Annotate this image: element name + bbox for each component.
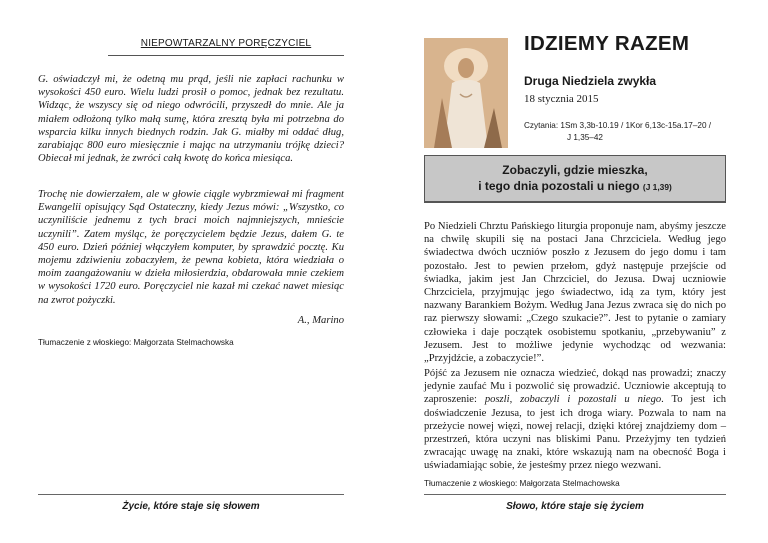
gospel-quote-text: i tego dnia pozostali u niego — [478, 179, 640, 193]
left-footer: Życie, które staje się słowem — [122, 501, 260, 512]
footer-divider-right — [424, 494, 726, 495]
readings-line-2: J 1,35–42 — [567, 133, 603, 142]
story-signature: A., Marino — [297, 315, 344, 326]
right-page — [384, 0, 768, 543]
header-divider — [108, 55, 344, 56]
reflection-paragraph-1: Po Niedzieli Chrztu Pańskiego liturgia proponuje nam, abyśmy jeszcze na chwilę skupili się na postaci Jana Chrzciciela. Według jego świadectwa dwóch uczniów poszło z Jezusem do jego domu i tam pozostało. Jest to pewien przełom, gdyż następuje przejście od świadka, jakim jest Jan Chrzciciel, do Jezusa. Dwaj uczniowie Chrzciciela, przyjmując jego świadectwo, idą za tym, który jest nazwany Barankiem Bożym. Według Jana Jezus zwraca się do nich po raz pierwszy słowami: „Czego szukacie?”. Jest to pytanie o zamiary człowieka i daje początek osobistemu spotkaniu, „przebywaniu” z Jezusem. Jest to możliwe jedynie wychodząc od wezwania: „Przyjdźcie, a zobaczycie!”. — [424, 221, 726, 365]
publication-title: IDZIEMY RAZEM — [524, 32, 690, 55]
footer-divider-left — [38, 494, 344, 495]
story-paragraph-1: G. oświadczył mi, że odetną mu prąd, jeśli nie zapłaci rachunku w wysokości 450 euro. Wielu ludzi prosił o pomoc, jednak bez rezultatu. Widząc, że wszyscy się od niego odwrócili, przyszedł do mnie. Ale ja miałem odłożoną tylko małą sumę, która zresztą była mi potrzebna do wsparcia kilku innych biednych rodzin. Jak G. miałby mi oddać dług, zarabiając 800 euro miesięcznie i mając na utrzymaniu trójkę dzieci? Obiecał mi jednak, że zwróci całą kwotę do końca miesiąca. — [38, 74, 344, 165]
story-paragraph-2: Trochę nie dowierzałem, ale w głowie ciągle wybrzmiewał mi fragment Ewangelii opisujący Sąd Ostateczny, kiedy Jezus mówi: „Wszystko, co uczyniliście jednemu z tych braci moich najmniejszych, mnieście uczynili”. Zatem myśląc, że poręczycielem będzie Jezus, dałem G. te 450 euro. Dzień później włączyłem komputer, by sprawdzić pocztę. Ku mojemu zdziwieniu zobaczyłem, że pewna kobieta, która wiedziała o moim zaangażowaniu w dzieła miłosierdzia, obdarowała mnie czekiem w wysokości 1720 euro. Poręczyciel nie kazał mi czekać nawet miesiąc na zwrot pożyczki. — [38, 189, 344, 306]
gospel-reference: (J 1,39) — [642, 182, 672, 192]
publication-date: 18 stycznia 2015 — [524, 93, 599, 105]
gospel-quote-line-2 — [425, 178, 725, 195]
translation-credit-left: Tłumaczenie z włoskiego: Małgorzata Stelmachowska — [38, 338, 234, 347]
left-header: NIEPOWTARZALNY PORĘCZYCIEL — [140, 38, 312, 49]
readings-line-1: Czytania: 1Sm 3,3b-10.19 / 1Kor 6,13c-15a.17–20 / — [524, 121, 712, 130]
gospel-quote-line-1: Zobaczyli, gdzie mieszka, — [502, 163, 648, 177]
reflection-text-b: . To jest ich doświadczenie Jezusa, to jest ich droga wiary. Pozwala to nam na przeżycie nowej więzi, nowej relacji, dzięki której znajdziemy dom – przestrzeń, która uczyni nas bliskimi Panu. Przeżyjmy ten tydzień zwracając uwagę na znaki, które wskazują nam na obecność Boga i uświadamiając sobie, że jesteśmy przez niego wezwani. — [424, 394, 726, 472]
translation-credit-right: Tłumaczenie z włoskiego: Małgorzata Stelmachowska — [424, 479, 620, 488]
reflection-emphasis: poszli, zobaczyli i pozostali u niego — [484, 394, 662, 406]
reflection-paragraph-2 — [424, 367, 726, 473]
gospel-quote-box — [424, 155, 726, 203]
sunday-name: Druga Niedziela zwykła — [524, 74, 657, 88]
readings-reference — [524, 120, 734, 144]
jesus-illustration-icon — [424, 38, 508, 148]
right-footer: Słowo, które staje się życiem — [506, 501, 644, 512]
reflection-text-a: Pójść za Jezusem nie oznacza wiedzieć, dokąd nas prowadzi; znaczy jedynie zaufać Mu i pozwolić się prowadzić. Uczniowie akceptują to zaproszenie: — [424, 368, 726, 406]
